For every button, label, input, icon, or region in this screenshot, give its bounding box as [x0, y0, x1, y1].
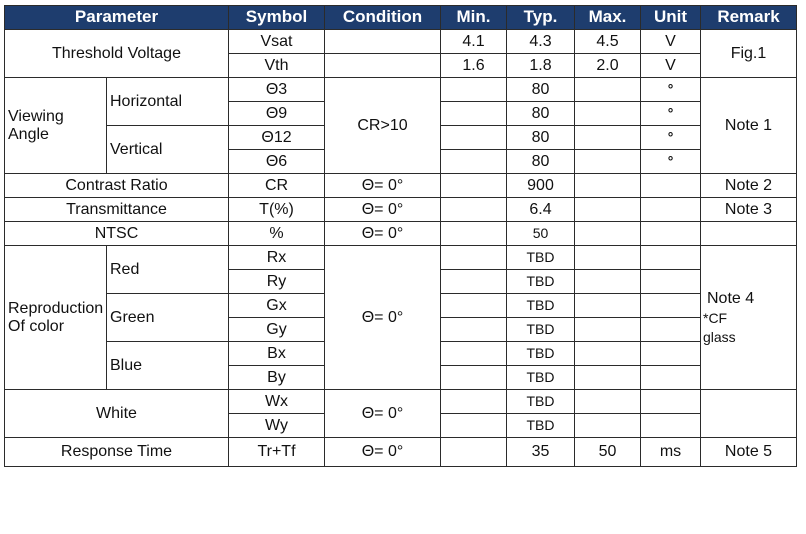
min-cell: [441, 198, 507, 222]
max-cell: [575, 318, 641, 342]
max-cell: [575, 102, 641, 126]
condition-cell: Θ= 0°: [325, 174, 441, 198]
max-cell: [575, 342, 641, 366]
unit-cell: °: [641, 102, 701, 126]
reproduction-label: Reproduction Of color: [5, 246, 107, 390]
remark-glass: glass: [703, 329, 736, 346]
symbol-cell: Bx: [229, 342, 325, 366]
max-cell: [575, 294, 641, 318]
typ-cell: 4.3: [507, 30, 575, 54]
contrast-remark: Note 2: [701, 174, 797, 198]
min-cell: 4.1: [441, 30, 507, 54]
min-cell: [441, 390, 507, 414]
typ-cell: TBD: [507, 390, 575, 414]
header-symbol: Symbol: [229, 6, 325, 30]
header-max: Max.: [575, 6, 641, 30]
min-cell: [441, 246, 507, 270]
symbol-cell: Θ9: [229, 102, 325, 126]
response-label: Response Time: [5, 438, 229, 467]
remark-cf: *CF: [703, 310, 728, 327]
unit-cell: ms: [641, 438, 701, 467]
unit-cell: °: [641, 78, 701, 102]
symbol-cell: CR: [229, 174, 325, 198]
min-cell: [441, 78, 507, 102]
unit-cell: [641, 246, 701, 270]
typ-cell: 80: [507, 102, 575, 126]
typ-cell: 80: [507, 150, 575, 174]
unit-cell: [641, 222, 701, 246]
viewing-condition: CR>10: [325, 78, 441, 174]
max-cell: [575, 150, 641, 174]
threshold-remark: Fig.1: [701, 30, 797, 78]
max-cell: [575, 126, 641, 150]
symbol-cell: Θ12: [229, 126, 325, 150]
unit-cell: [641, 270, 701, 294]
max-cell: [575, 246, 641, 270]
response-remark: Note 5: [701, 438, 797, 467]
min-cell: [441, 366, 507, 390]
header-condition: Condition: [325, 6, 441, 30]
max-cell: [575, 222, 641, 246]
header-remark: Remark: [701, 6, 797, 30]
unit-cell: [641, 414, 701, 438]
ntsc-remark: [701, 222, 797, 246]
symbol-cell: Gy: [229, 318, 325, 342]
symbol-cell: Vsat: [229, 30, 325, 54]
contrast-label: Contrast Ratio: [5, 174, 229, 198]
symbol-cell: Ry: [229, 270, 325, 294]
red-label: Red: [107, 246, 229, 294]
typ-cell: 50: [507, 222, 575, 246]
condition-cell: Θ= 0°: [325, 222, 441, 246]
table-row: [5, 246, 797, 270]
table-row: [5, 174, 797, 198]
typ-cell: 6.4: [507, 198, 575, 222]
typ-cell: TBD: [507, 366, 575, 390]
min-cell: [441, 342, 507, 366]
symbol-cell: Wx: [229, 390, 325, 414]
min-cell: 1.6: [441, 54, 507, 78]
typ-cell: TBD: [507, 414, 575, 438]
min-cell: [441, 438, 507, 467]
reproduction-remark: [701, 246, 797, 390]
typ-cell: TBD: [507, 246, 575, 270]
unit-cell: [641, 318, 701, 342]
table-row: [5, 30, 797, 54]
max-cell: 50: [575, 438, 641, 467]
ntsc-label: NTSC: [5, 222, 229, 246]
min-cell: [441, 174, 507, 198]
unit-cell: [641, 366, 701, 390]
transmittance-remark: Note 3: [701, 198, 797, 222]
typ-cell: 80: [507, 126, 575, 150]
typ-cell: TBD: [507, 294, 575, 318]
symbol-cell: By: [229, 366, 325, 390]
white-label: White: [5, 390, 229, 438]
spec-table: [4, 5, 797, 467]
symbol-cell: Θ3: [229, 78, 325, 102]
header-parameter: Parameter: [5, 6, 229, 30]
unit-cell: °: [641, 126, 701, 150]
min-cell: [441, 318, 507, 342]
header-unit: Unit: [641, 6, 701, 30]
condition-cell: [325, 54, 441, 78]
max-cell: [575, 198, 641, 222]
white-remark: [701, 390, 797, 438]
min-cell: [441, 270, 507, 294]
symbol-cell: Θ6: [229, 150, 325, 174]
typ-cell: TBD: [507, 270, 575, 294]
typ-cell: 1.8: [507, 54, 575, 78]
max-cell: 2.0: [575, 54, 641, 78]
min-cell: [441, 150, 507, 174]
white-condition: Θ= 0°: [325, 390, 441, 438]
typ-cell: 80: [507, 78, 575, 102]
max-cell: [575, 390, 641, 414]
unit-cell: [641, 198, 701, 222]
min-cell: [441, 222, 507, 246]
header-min: Min.: [441, 6, 507, 30]
symbol-cell: Gx: [229, 294, 325, 318]
symbol-cell: %: [229, 222, 325, 246]
condition-cell: Θ= 0°: [325, 438, 441, 467]
max-cell: [575, 78, 641, 102]
symbol-cell: Wy: [229, 414, 325, 438]
header-typ: Typ.: [507, 6, 575, 30]
table-row: [5, 390, 797, 414]
viewing-angle-label: Viewing Angle: [5, 78, 107, 174]
symbol-cell: Rx: [229, 246, 325, 270]
header-row: [5, 6, 797, 30]
transmittance-label: Transmittance: [5, 198, 229, 222]
condition-cell: Θ= 0°: [325, 198, 441, 222]
unit-cell: °: [641, 150, 701, 174]
remark-note4: Note 4: [707, 289, 755, 307]
typ-cell: 35: [507, 438, 575, 467]
table-row: [5, 198, 797, 222]
blue-label: Blue: [107, 342, 229, 390]
unit-cell: [641, 174, 701, 198]
green-label: Green: [107, 294, 229, 342]
horizontal-label: Horizontal: [107, 78, 229, 126]
table-row: [5, 78, 797, 102]
unit-cell: [641, 342, 701, 366]
max-cell: 4.5: [575, 30, 641, 54]
viewing-remark: Note 1: [701, 78, 797, 174]
unit-cell: [641, 390, 701, 414]
typ-cell: 900: [507, 174, 575, 198]
reproduction-condition: Θ= 0°: [325, 246, 441, 390]
typ-cell: TBD: [507, 318, 575, 342]
max-cell: [575, 414, 641, 438]
unit-cell: [641, 294, 701, 318]
max-cell: [575, 174, 641, 198]
max-cell: [575, 366, 641, 390]
min-cell: [441, 126, 507, 150]
vertical-label: Vertical: [107, 126, 229, 174]
max-cell: [575, 270, 641, 294]
min-cell: [441, 294, 507, 318]
symbol-cell: Vth: [229, 54, 325, 78]
threshold-label: Threshold Voltage: [5, 30, 229, 78]
unit-cell: V: [641, 30, 701, 54]
symbol-cell: T(%): [229, 198, 325, 222]
unit-cell: V: [641, 54, 701, 78]
min-cell: [441, 414, 507, 438]
table-row: [5, 222, 797, 246]
typ-cell: TBD: [507, 342, 575, 366]
min-cell: [441, 102, 507, 126]
symbol-cell: Tr+Tf: [229, 438, 325, 467]
table-row: [5, 438, 797, 467]
condition-cell: [325, 30, 441, 54]
